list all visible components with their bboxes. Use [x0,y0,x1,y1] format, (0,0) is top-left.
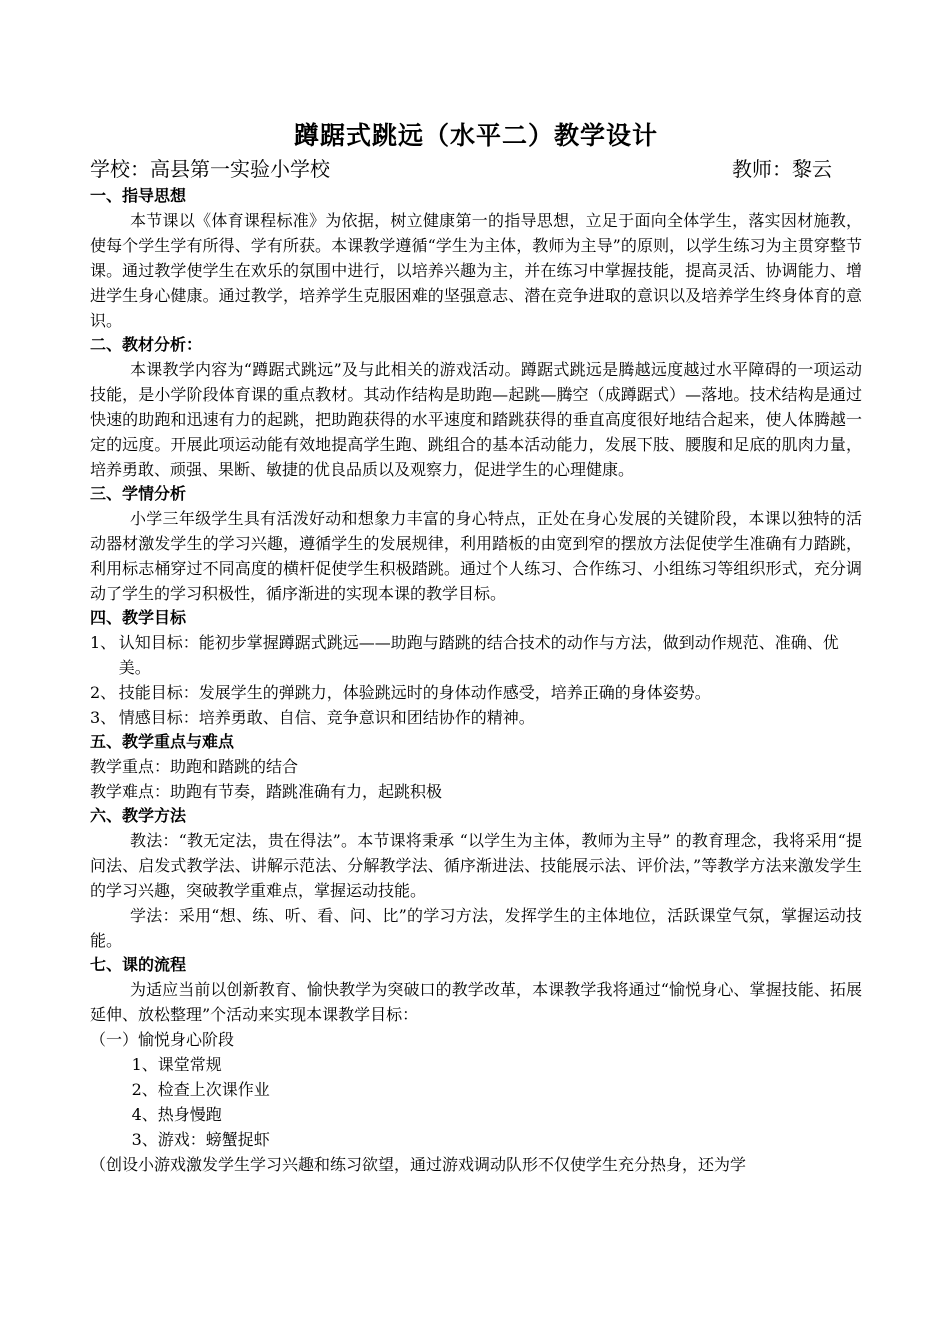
teaching-method-paragraph: 教法：“教无定法，贵在得法”。本节课将秉承 “以学生为主体，教师为主导” 的教育理念，我将采用“提问法、启发式教学法、讲解示范法、分解教学法、循序渐进法、技能展示法、评价法，”等教学方法来激发学生的学习兴趣，突破教学重难点，掌握运动技能。 [90,831,862,900]
section-heading-teaching-objectives: 四、教学目标 [90,608,187,627]
teaching-key-point: 教学重点：助跑和踏跳的结合 [90,757,299,776]
teacher-name: 教师：黎云 [732,157,832,181]
objective-item [90,630,862,680]
document-meta [90,154,862,184]
stage-step: 3、游戏：螃蟹捉虾 [131,1130,270,1149]
stage-step: 4、热身慢跑 [131,1105,222,1124]
document-page [90,118,862,1177]
learning-method-paragraph: 学法：采用“想、练、听、看、问、比”的学习方法，发挥学生的主体地位，活跃课堂气氛，掌握运动技能。 [90,906,862,950]
lesson-flow-paragraph: 为适应当前以创新教育、愉快教学为突破口的教学改革，本课教学我将通过“愉悦身心、掌握技能、拓展延伸、放松整理”个活动来实现本课教学目标： [90,980,862,1024]
section-heading-teaching-methods: 六、教学方法 [90,806,187,825]
section-heading-student-analysis: 三、学情分析 [90,484,187,503]
stage-step: 2、检查上次课作业 [131,1080,270,1099]
objective-number: 2、 [90,683,117,702]
stage-one-title: （一）愉悦身心阶段 [90,1030,235,1049]
section-heading-guiding-ideology: 一、指导思想 [90,186,187,205]
objective-item [90,680,862,705]
objective-number: 3、 [90,708,117,727]
stage-note: （创设小游戏激发学生学习兴趣和练习欲望，通过游戏调动队形不仅使学生充分热身，还为学 [90,1155,747,1174]
material-analysis-paragraph: 本课教学内容为“蹲踞式跳远”及与此相关的游戏活动。蹲踞式跳远是腾越远度越过水平障碍的一项运动技能，是小学阶段体育课的重点教材。其动作结构是助跑—起跳—腾空（成蹲踞式）—落地。技术结构是通过快速的助跑和迅速有力的起跳，把助跑获得的水平速度和踏跳获得的垂直高度很好地结合起来，使人体腾越一定的远度。开展此项运动能有效地提高学生跑、跳组合的基本活动能力，发展下肢、腰腹和足底的肌肉力量，培养勇敢、顽强、果断、敏捷的优良品质以及观察力，促进学生的心理健康。 [90,360,862,479]
document-title: 蹲踞式跳远（水平二）教学设计 [293,121,658,150]
guiding-ideology-paragraph: 本节课以《体育课程标准》为依据，树立健康第一的指导思想，立足于面向全体学生，落实因材施教，使每个学生学有所得、学有所获。本课教学遵循“学生为主体，教师为主导”的原则，以学生练习为主贯穿整节课。通过教学使学生在欢乐的氛围中进行，以培养兴趣为主，并在练习中掌握技能，提高灵活、协调能力、增进学生身心健康。通过教学，培养学生克服困难的坚强意志、潜在竞争进取的意识以及培养学生终身体育的意识。 [90,211,862,330]
school-name: 学校：高县第一实验小学校 [90,157,330,181]
section-heading-key-points: 五、教学重点与难点 [90,732,235,751]
section-heading-lesson-flow: 七、课的流程 [90,955,187,974]
objective-number: 1、 [90,633,117,652]
teaching-difficulty: 教学难点：助跑有节奏，踏跳准确有力，起跳积极 [90,782,443,801]
student-analysis-paragraph: 小学三年级学生具有活泼好动和想象力丰富的身心特点，正处在身心发展的关键阶段，本课以独特的活动器材激发学生的学习兴趣，遵循学生的发展规律，利用踏板的由宽到窄的摆放方法促使学生准确有力踏跳，利用标志桶穿过不同高度的横杆促使学生积极踏跳。通过个人练习、合作练习、小组练习等组织形式，充分调动了学生的学习积极性，循序渐进的实现本课的教学目标。 [90,509,862,603]
stage-step: 1、课堂常规 [131,1055,222,1074]
objective-item [90,705,862,730]
objective-text: 认知目标：能初步掌握蹲踞式跳远——助跑与踏跳的结合技术的动作与方法，做到动作规范、准确、优美。 [118,633,839,677]
section-heading-material-analysis: 二、教材分析： [90,335,203,354]
objective-text: 情感目标：培养勇敢、自信、竞争意识和团结协作的精神。 [118,708,535,727]
objective-text: 技能目标：发展学生的弹跳力，体验跳远时的身体动作感受，培养正确的身体姿势。 [118,683,711,702]
